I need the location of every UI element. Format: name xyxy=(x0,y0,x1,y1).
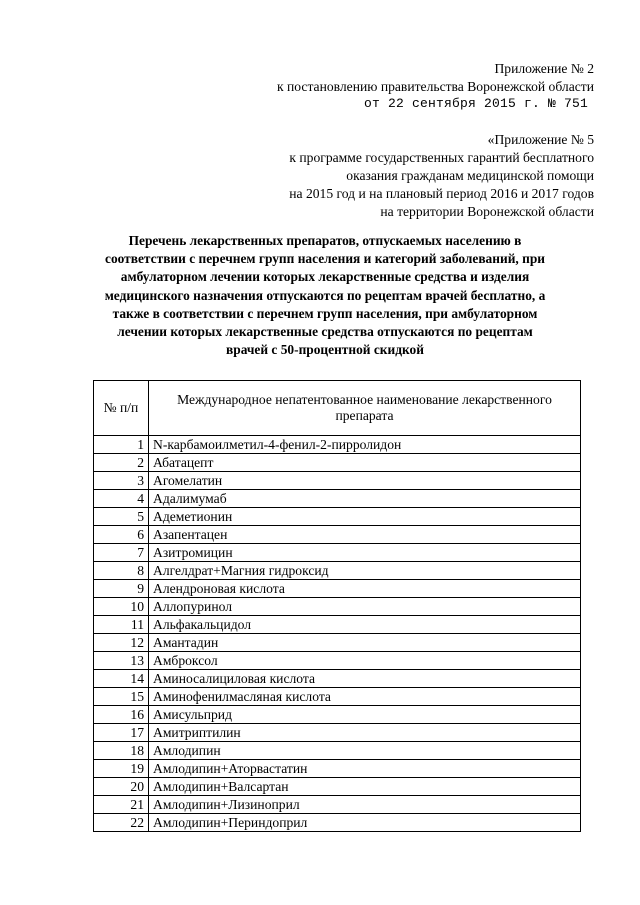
title-line: Перечень лекарственных препаратов, отпускаемых населению в xyxy=(128,233,522,248)
title-line: медицинского назначения отпускаются по рецептам врачей бесплатно, а xyxy=(104,287,546,303)
table-row xyxy=(94,526,581,544)
medications-body xyxy=(94,436,581,832)
row-number: 3 xyxy=(94,472,149,490)
row-number: 12 xyxy=(94,634,149,652)
drug-name: Аминофенилмасляная кислота xyxy=(149,688,581,706)
drug-name: Амисульприд xyxy=(149,706,581,724)
drug-name: Амлодипин+Периндоприл xyxy=(149,814,581,832)
row-number: 17 xyxy=(94,724,149,742)
drug-name: Амлодипин xyxy=(149,742,581,760)
drug-name: Амлодипин+Валсартан xyxy=(149,778,581,796)
row-number: 19 xyxy=(94,760,149,778)
row-number: 15 xyxy=(94,688,149,706)
drug-name: Адеметионин xyxy=(149,508,581,526)
drug-name: Амброксол xyxy=(149,652,581,670)
table-row xyxy=(94,634,581,652)
table-row xyxy=(94,814,581,832)
resolution-date-stamp: от 22 сентября 2015 г. № 751 xyxy=(364,96,589,111)
row-number: 21 xyxy=(94,796,149,814)
drug-name: Амитриптилин xyxy=(149,724,581,742)
row-number: 20 xyxy=(94,778,149,796)
table-row xyxy=(94,544,581,562)
drug-name: Агомелатин xyxy=(149,472,581,490)
row-number: 18 xyxy=(94,742,149,760)
table-row xyxy=(94,760,581,778)
table-row xyxy=(94,796,581,814)
title-line: амбулаторном лечении которых лекарственные средства и изделия xyxy=(120,269,530,285)
annex-number: Приложение № 2 xyxy=(494,61,594,76)
annex5-number: «Приложение № 5 xyxy=(487,132,594,147)
title-line: соответствии с перечнем групп населения и категорий заболеваний, при xyxy=(105,251,545,267)
drug-name: Адалимумаб xyxy=(149,490,581,508)
drug-name: N-карбамоилметил-4-фенил-2-пирролидон xyxy=(149,436,581,454)
row-number: 5 xyxy=(94,508,149,526)
annex5-period: на 2015 год и на плановый период 2016 и 2017 годов xyxy=(289,186,594,201)
drug-name: Амантадин xyxy=(149,634,581,652)
annex-reference: к постановлению правительства Воронежской области xyxy=(277,79,594,94)
annex-header xyxy=(277,60,594,96)
table-row xyxy=(94,580,581,598)
row-number: 10 xyxy=(94,598,149,616)
title-line: лечении которых лекарственные средства отпускаются по рецептам xyxy=(117,324,533,340)
drug-name: Алендроновая кислота xyxy=(149,580,581,598)
table-row xyxy=(94,436,581,454)
table-row xyxy=(94,472,581,490)
table-row xyxy=(94,670,581,688)
annex5-care: оказания гражданам медицинской помощи xyxy=(346,168,594,183)
header-drug-name: Международное непатентованное наименование лекарственного препарата xyxy=(149,381,581,436)
annex5-program: к программе государственных гарантий бесплатного xyxy=(289,150,594,165)
table-header-row xyxy=(94,381,581,436)
table-row xyxy=(94,562,581,580)
table-row xyxy=(94,706,581,724)
annex5-region: на территории Воронежской области xyxy=(380,204,594,219)
table-row xyxy=(94,508,581,526)
header-number: № п/п xyxy=(94,381,149,436)
row-number: 22 xyxy=(94,814,149,832)
annex5-header xyxy=(289,131,594,221)
row-number: 9 xyxy=(94,580,149,598)
row-number: 6 xyxy=(94,526,149,544)
row-number: 1 xyxy=(94,436,149,454)
drug-name: Азитромицин xyxy=(149,544,581,562)
drug-name: Абатацепт xyxy=(149,454,581,472)
medications-table xyxy=(93,380,581,832)
title-line: также в соответствии с перечнем групп населения, при амбулаторном xyxy=(112,305,538,321)
table-row xyxy=(94,598,581,616)
title-line: врачей с 50-процентной скидкой xyxy=(226,342,424,358)
table-row xyxy=(94,652,581,670)
table-row xyxy=(94,616,581,634)
table-row xyxy=(94,742,581,760)
document-title xyxy=(90,232,560,359)
table-row xyxy=(94,490,581,508)
drug-name: Амлодипин+Лизиноприл xyxy=(149,796,581,814)
row-number: 11 xyxy=(94,616,149,634)
drug-name: Азапентацен xyxy=(149,526,581,544)
drug-name: Амлодипин+Аторвастатин xyxy=(149,760,581,778)
table-row xyxy=(94,778,581,796)
table-row xyxy=(94,724,581,742)
row-number: 13 xyxy=(94,652,149,670)
row-number: 2 xyxy=(94,454,149,472)
row-number: 8 xyxy=(94,562,149,580)
table-row xyxy=(94,688,581,706)
drug-name: Аминосалициловая кислота xyxy=(149,670,581,688)
drug-name: Альфакальцидол xyxy=(149,616,581,634)
row-number: 14 xyxy=(94,670,149,688)
drug-name: Аллопуринол xyxy=(149,598,581,616)
drug-name: Алгелдрат+Магния гидроксид xyxy=(149,562,581,580)
row-number: 4 xyxy=(94,490,149,508)
row-number: 16 xyxy=(94,706,149,724)
table-row xyxy=(94,454,581,472)
row-number: 7 xyxy=(94,544,149,562)
